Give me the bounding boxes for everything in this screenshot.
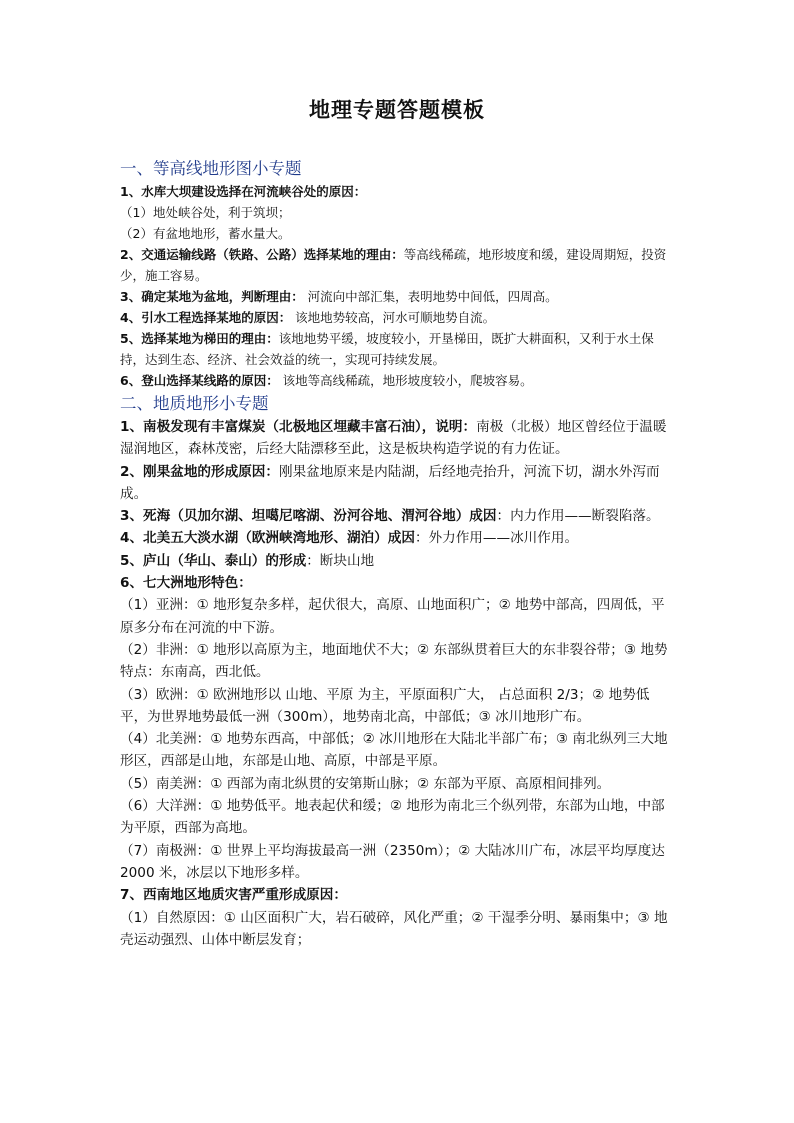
item-label: 2、交通运输线路（铁路、公路）选择某地的理由： <box>120 247 404 262</box>
paragraph <box>120 639 676 684</box>
item-label: 5、庐山（华山、泰山）的形成 <box>120 552 307 569</box>
document-title: 地理专题答题模板 <box>309 98 485 122</box>
item-label: 6、登山选择某线路的原因： <box>120 373 279 388</box>
section-heading-contour: 一、等高线地形图小专题 <box>120 159 302 178</box>
paragraph <box>120 328 676 370</box>
paragraph <box>120 505 676 527</box>
item-text: 该地地势较高，河水可顺地势自流。 <box>291 310 496 325</box>
item-text: （6）大洋洲：① 地势低平。地表起伏和缓；② 地形为南北三个纵列带，东部为山地，中部为平原，西部为高地。 <box>120 798 665 837</box>
paragraph <box>120 550 676 572</box>
paragraph <box>120 416 676 461</box>
section-heading-geology: 二、地质地形小专题 <box>120 394 269 413</box>
item-label: 3、确定某地为盆地，判断理由： <box>120 289 304 304</box>
item-text: （2）非洲：① 地形以高原为主，地面地伏不大；② 东部纵贯着巨大的东非裂谷带；③ 地势特点：东南高，西北低。 <box>120 641 668 681</box>
item-text: （7）南极洲：① 世界上平均海拔最高一洲（2350m）；② 大陆冰川广布，冰层平均厚度达 2000 米，冰层以下地形多样。 <box>120 842 665 881</box>
item-label: 7、西南地区地质灾害严重形成原因： <box>120 887 347 904</box>
section-contour-items <box>120 181 676 391</box>
item-label: 6、七大洲地形特色： <box>120 575 252 592</box>
item-text: （2）有盆地地形，蓄水量大。 <box>120 226 291 241</box>
item-label: 4、北美五大淡水湖（欧洲峡湾地形、湖泊）成因 <box>120 530 415 547</box>
paragraph <box>120 907 676 952</box>
paragraph <box>120 461 676 506</box>
paragraph <box>120 795 676 840</box>
section-geology-items <box>120 416 676 951</box>
paragraph <box>120 527 676 549</box>
item-label: 4、引水工程选择某地的原因： <box>120 310 292 325</box>
paragraph <box>120 773 676 795</box>
item-text: （4）北美洲：① 地势东西高，中部低；② 冰川地形在大陆北半部广布；③ 南北纵列三大地形区，西部是山地，东部是山地、高原，中部是平原。 <box>120 731 668 770</box>
paragraph <box>120 728 676 773</box>
paragraph <box>120 202 676 223</box>
item-text: （3）欧洲：① 欧洲地形以 山地、平原 为主，平原面积广大， 占总面积 2/3；② 地势低平，为世界地势最低一洲（300m），地势南北高，中部低；③ 冰川地形广布。 <box>120 686 650 725</box>
item-label: 1、南极发现有丰富煤炭（北极地区埋藏丰富石油），说明： <box>120 419 477 435</box>
item-text: 河流向中部汇集，表明地势中间低，四周高。 <box>303 289 558 304</box>
item-text: ：外力作用——冰川作用。 <box>414 530 579 547</box>
paragraph <box>120 684 676 729</box>
paragraph <box>120 370 676 391</box>
item-text: （5）南美洲：① 西部为南北纵贯的安第斯山脉；② 东部为平原、高原相间排列。 <box>120 775 611 792</box>
paragraph <box>120 884 676 906</box>
paragraph <box>120 307 676 328</box>
item-text: 该地地势平缓，坡度较小，开垦梯田，既扩大耕面积，又利于水土保持，达到生态、经济、社会效益的统一，实现可持续发展。 <box>120 331 654 367</box>
paragraph <box>120 594 676 639</box>
paragraph <box>120 286 676 307</box>
item-text: 该地等高线稀疏，地形坡度较小，爬坡容易。 <box>278 373 533 388</box>
paragraph <box>120 572 676 594</box>
item-text: 南极（北极）地区曾经位于温暖湿润地区，森林茂密，后经大陆漂移至此，这是板块构造学说的有力佐证。 <box>120 419 667 458</box>
item-label: 1、水库大坝建设选择在河流峡谷处的原因： <box>120 184 367 199</box>
item-text: ：断块山地 <box>306 552 375 569</box>
item-label: 5、选择某地为梯田的理由： <box>120 331 279 346</box>
paragraph <box>120 244 676 286</box>
item-text: 等高线稀疏，地形坡度和缓，建设周期短，投资少，施工容易。 <box>120 247 667 283</box>
paragraph <box>120 840 676 885</box>
paragraph <box>120 181 676 202</box>
item-text: （1）自然原因：① 山区面积广大，岩石破碎，风化严重；② 干湿季分明、暴雨集中；③ 地壳运动强烈、山体中断层发育； <box>120 909 668 948</box>
item-text: ：内力作用——断裂陷落。 <box>496 508 660 525</box>
item-label: 3、死海（贝加尔湖、坦噶尼喀湖、汾河谷地、渭河谷地）成因 <box>120 508 497 525</box>
item-label: 2、刚果盆地的形成原因： <box>120 463 279 480</box>
item-text: （1）地处峡谷处，利于筑坝； <box>120 205 291 220</box>
document-body <box>120 156 676 951</box>
item-text: （1）亚洲：① 地形复杂多样，起伏很大，高原、山地面积广；② 地势中部高，四周低，平原多分布在河流的中下游。 <box>120 597 665 636</box>
paragraph <box>120 223 676 244</box>
item-text: 刚果盆地原来是内陆湖，后经地壳抬升，河流下切，湖水外泻而成。 <box>120 463 660 502</box>
